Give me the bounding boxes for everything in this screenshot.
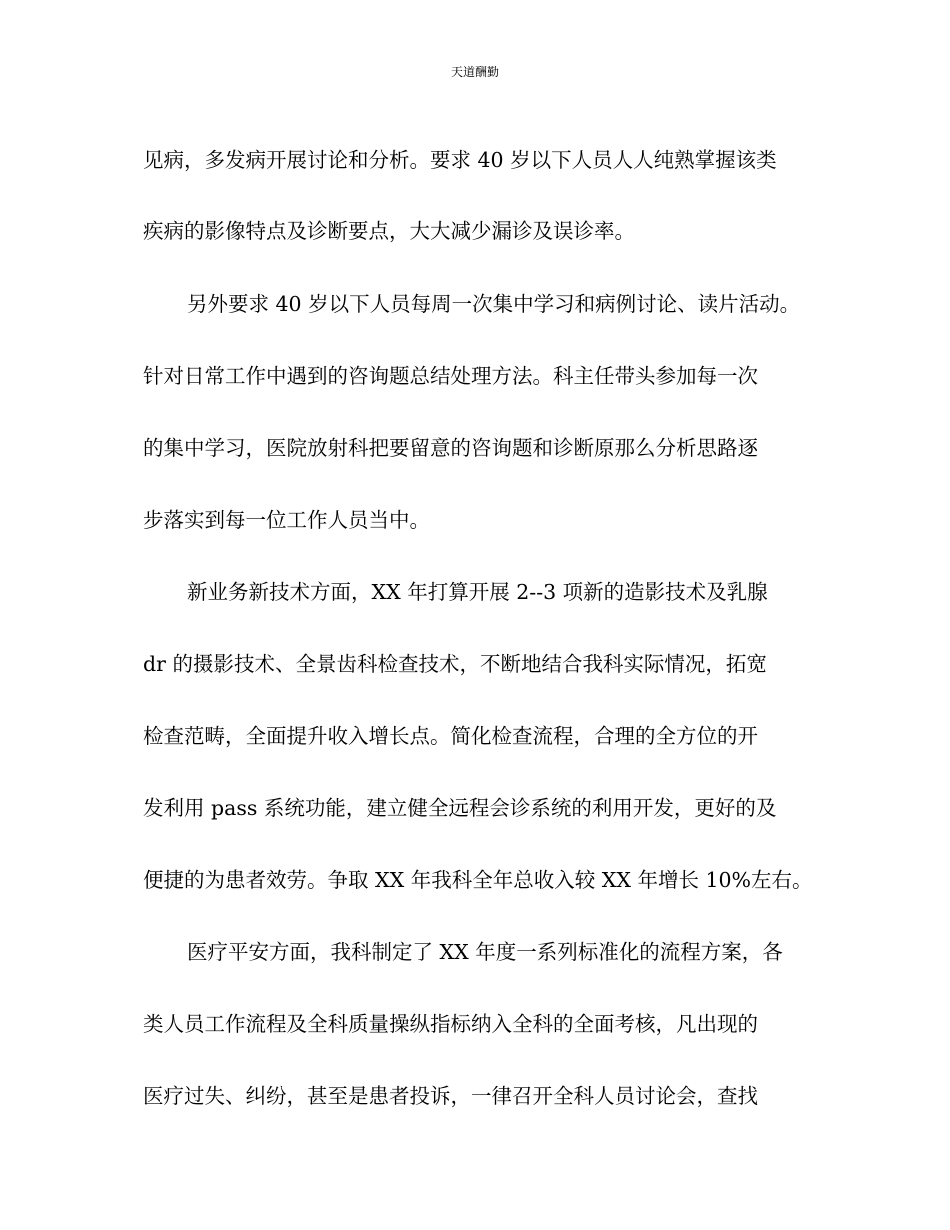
body-line: 发利用 pass 系统功能，建立健全远程会诊系统的利用开发，更好的及 <box>143 796 777 820</box>
body-line: 疾病的影像特点及诊断要点，大大减少漏诊及误诊率。 <box>143 219 635 243</box>
paragraph-first-line: 医疗平安方面，我科制定了 XX 年度一系列标准化的流程方案，各 <box>187 940 783 964</box>
body-line: 类人员工作流程及全科质量操纵指标纳入全科的全面考核，凡出现的 <box>143 1012 758 1036</box>
body-line: 的集中学习，医院放射科把要留意的咨询题和诊断原那么分析思路逐 <box>143 436 758 460</box>
body-line: 见病，多发病开展讨论和分析。要求 40 岁以下人员人人纯熟掌握该类 <box>143 148 777 172</box>
body-line: dr 的摄影技术、全景齿科检查技术，不断地结合我科实际情况，拓宽 <box>143 652 767 676</box>
page-header: 天道酬勤 <box>450 65 499 79</box>
paragraph-first-line: 新业务新技术方面，XX 年打算开展 2--3 项新的造影技术及乳腺 <box>187 580 768 604</box>
body-line: 医疗过失、纠纷，甚至是患者投诉，一律召开全科人员讨论会，查找 <box>143 1084 758 1108</box>
body-line: 针对日常工作中遇到的咨询题总结处理方法。科主任带头参加每一次 <box>143 364 758 388</box>
body-line: 便捷的为患者效劳。争取 XX 年我科全年总收入较 XX 年增长 10%左右。 <box>143 868 813 892</box>
paragraph-first-line: 另外要求 40 岁以下人员每周一次集中学习和病例讨论、读片活动。 <box>187 292 801 316</box>
body-line: 步落实到每一位工作人员当中。 <box>143 508 430 532</box>
body-line: 检查范畴，全面提升收入增长点。简化检查流程，合理的全方位的开 <box>143 724 758 748</box>
